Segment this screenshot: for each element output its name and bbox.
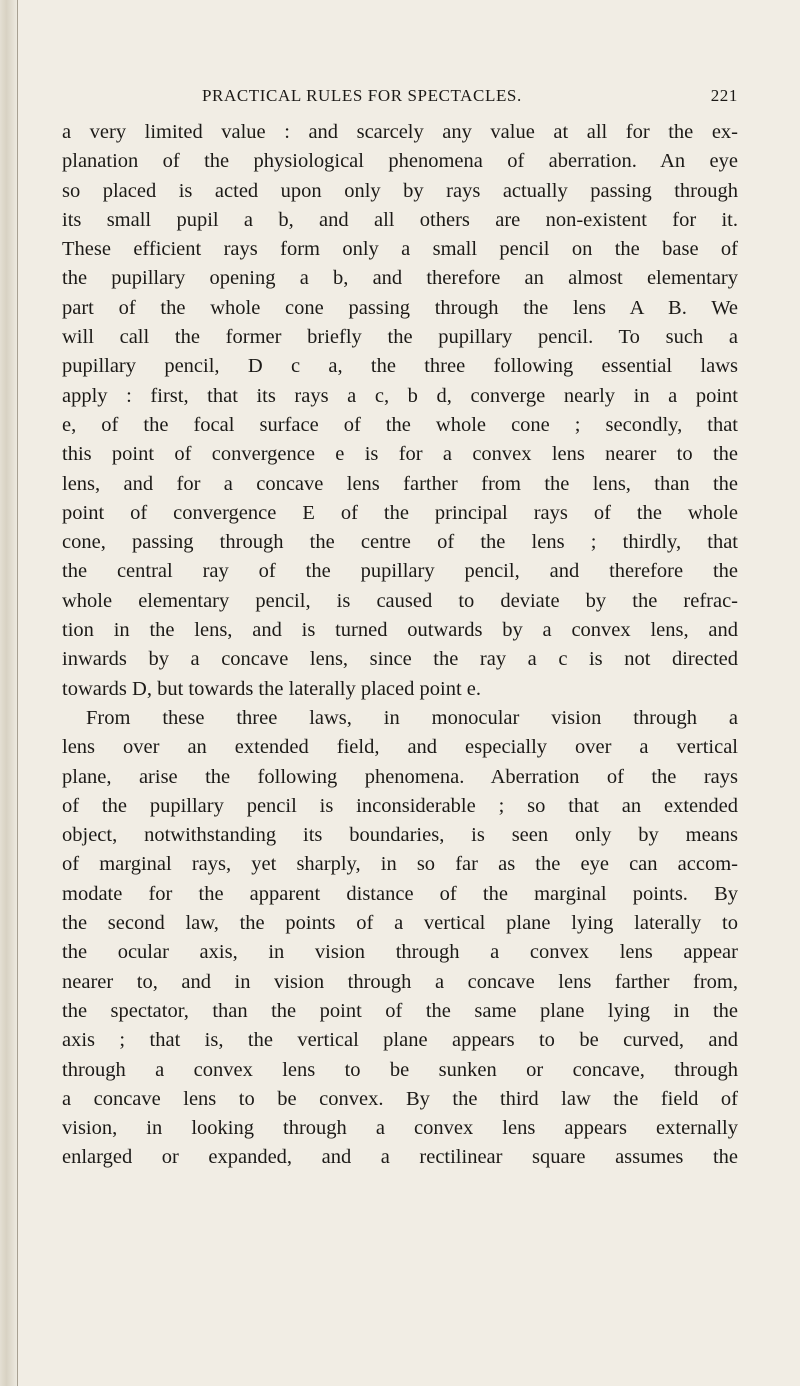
text-line: cone, passing through the centre of the lens ; thirdly, that xyxy=(62,531,738,554)
page-header xyxy=(62,86,738,106)
text-line: lens over an extended field, and especially over a vertical xyxy=(62,736,738,759)
text-line: These efficient rays form only a small pencil on the base of xyxy=(62,238,738,261)
text-line: part of the whole cone passing through the lens A B. We xyxy=(62,296,738,319)
text-line: through a convex lens to be sunken or concave, through xyxy=(62,1058,738,1081)
text-line: inwards by a concave lens, since the ray a c is not directed xyxy=(62,648,738,671)
text-line: so placed is acted upon only by rays actually passing through xyxy=(62,179,738,202)
text-line: nearer to, and in vision through a concave lens farther from, xyxy=(62,970,738,993)
text-line: tion in the lens, and is turned outwards by a convex lens, and xyxy=(62,619,738,642)
text-line: will call the former briefly the pupillary pencil. To such a xyxy=(62,326,738,349)
text-line: modate for the apparent distance of the marginal points. By xyxy=(62,882,738,905)
text-line: a very limited value : and scarcely any value at all for the ex- xyxy=(62,121,738,143)
page-edge-shadow xyxy=(0,0,18,1386)
text-line: vision, in looking through a convex lens appears externally xyxy=(62,1117,738,1140)
text-line: point of convergence E of the principal rays of the whole xyxy=(62,501,738,524)
text-line: lens, and for a concave lens farther from the lens, than the xyxy=(62,472,738,495)
text-line: From these three laws, in monocular vision through a xyxy=(86,706,738,729)
text-line: e, of the focal surface of the whole cone ; secondly, that xyxy=(62,413,738,436)
page-number: 221 xyxy=(710,86,738,105)
text-line: the second law, the points of a vertical plane lying laterally to xyxy=(62,912,738,935)
text-line: the pupillary opening a b, and therefore an almost elementary xyxy=(62,267,738,290)
text-line: apply : first, that its rays a c, b d, converge nearly in a point xyxy=(62,384,738,407)
text-line: the ocular axis, in vision through a convex lens appear xyxy=(62,941,738,964)
body-text xyxy=(62,118,738,1173)
text-line: of the pupillary pencil is inconsiderable ; so that an extended xyxy=(62,794,738,817)
text-line: its small pupil a b, and all others are non-existent for it. xyxy=(62,208,738,231)
text-line: the central ray of the pupillary pencil, and therefore the xyxy=(62,560,738,583)
text-line: towards D, but towards the laterally placed point e. xyxy=(62,677,481,700)
text-line: of marginal rays, yet sharply, in so far as the eye can accom- xyxy=(62,853,738,876)
text-line: a concave lens to be convex. By the third law the field of xyxy=(62,1087,738,1110)
text-line: enlarged or expanded, and a rectilinear square assumes the xyxy=(62,1146,738,1169)
text-line: planation of the physiological phenomena of aberration. An eye xyxy=(62,150,738,173)
page-edge-line xyxy=(17,0,18,1386)
text-line: object, notwithstanding its boundaries, is seen only by means xyxy=(62,824,738,847)
text-line: axis ; that is, the vertical plane appears to be curved, and xyxy=(62,1029,738,1052)
running-head: PRACTICAL RULES FOR SPECTACLES. xyxy=(202,86,522,105)
text-line: plane, arise the following phenomena. Aberration of the rays xyxy=(62,765,738,788)
text-line: whole elementary pencil, is caused to deviate by the refrac- xyxy=(62,589,738,612)
text-line: pupillary pencil, D c a, the three following essential laws xyxy=(62,355,738,378)
text-line: this point of convergence e is for a convex lens nearer to the xyxy=(62,443,738,466)
text-line: the spectator, than the point of the same plane lying in the xyxy=(62,999,738,1022)
